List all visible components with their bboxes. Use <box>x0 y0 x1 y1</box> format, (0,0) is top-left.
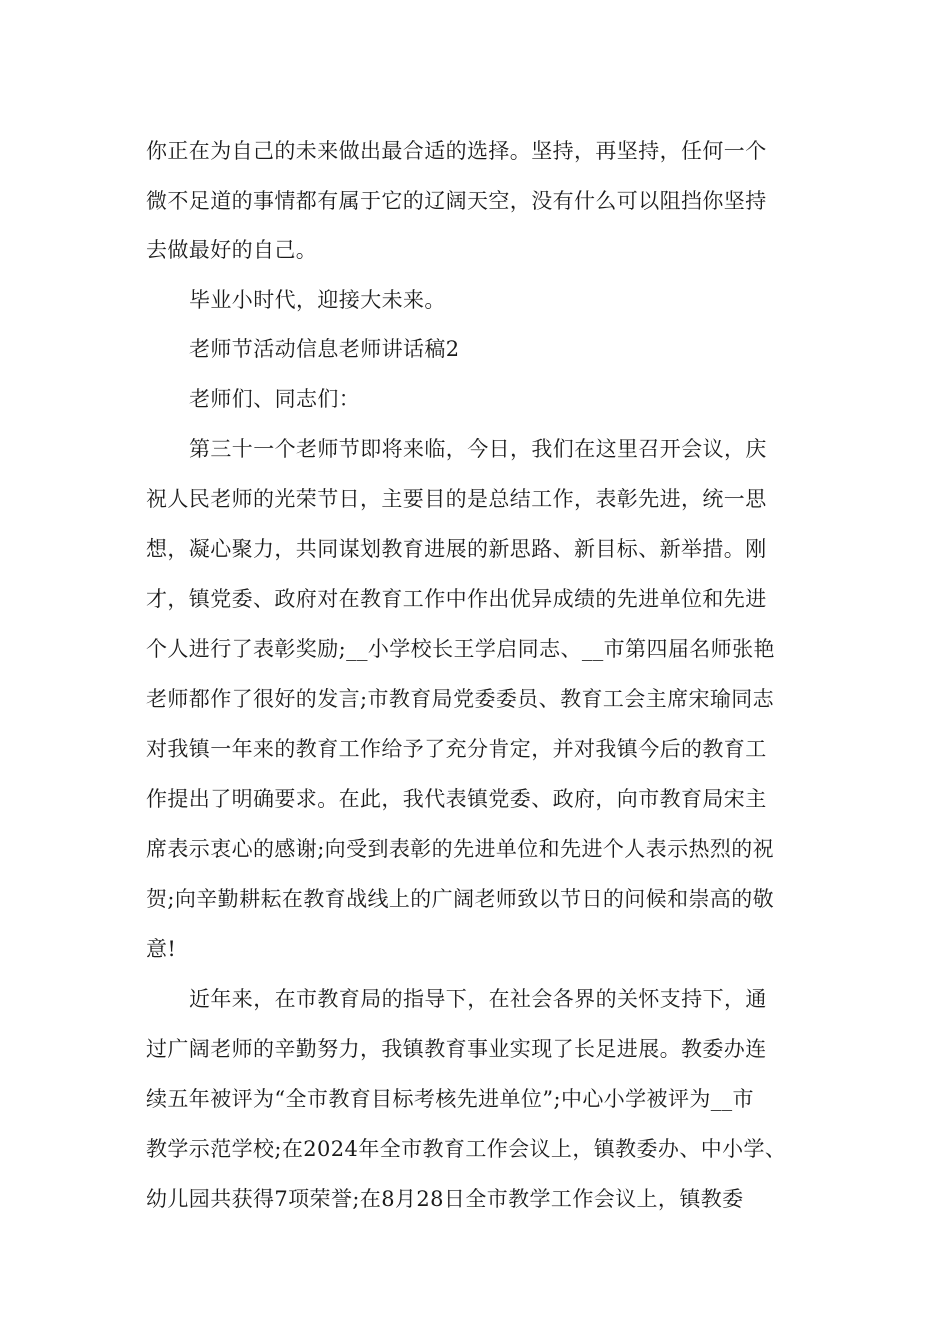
paragraph-1-line-9: 席表示衷心的感谢;向受到表彰的先进单位和先进个人表示热烈的祝 <box>146 837 775 861</box>
text-line-2: 微不足道的事情都有属于它的辽阔天空，没有什么可以阻挡你坚持 <box>146 189 767 213</box>
paragraph-1-line-5: 个人进行了表彰奖励;__小学校长王学启同志、__市第四届名师张艳 <box>146 637 775 661</box>
section-title: 老师节活动信息老师讲话稿2 <box>189 337 460 361</box>
salutation: 老师们、同志们： <box>189 387 361 411</box>
paragraph-1-line-8: 作提出了明确要求。在此，我代表镇党委、政府，向市教育局宋主 <box>146 787 767 811</box>
paragraph-2-line-4: 教学示范学校;在2024年全市教育工作会议上，镇教委办、中小学、 <box>146 1137 787 1161</box>
paragraph-2-line-1: 近年来，在市教育局的指导下，在社会各界的关怀支持下，通 <box>189 987 767 1011</box>
paragraph-1-line-10: 贺;向辛勤耕耘在教育战线上的广阔老师致以节日的问候和崇高的敬 <box>146 887 775 911</box>
paragraph-1-line-6: 老师都作了很好的发言;市教育局党委委员、教育工会主席宋瑜同志 <box>146 687 775 711</box>
paragraph-1-line-2: 祝人民老师的光荣节日，主要目的是总结工作，表彰先进，统一思 <box>146 487 767 511</box>
paragraph-2-line-2: 过广阔老师的辛勤努力，我镇教育事业实现了长足进展。教委办连 <box>146 1037 767 1061</box>
paragraph-1-line-11: 意! <box>146 937 177 961</box>
paragraph-1-line-1: 第三十一个老师节即将来临，今日，我们在这里召开会议，庆 <box>189 437 767 461</box>
paragraph-1-line-4: 才，镇党委、政府对在教育工作中作出优异成绩的先进单位和先进 <box>146 587 767 611</box>
closing-line: 毕业小时代，迎接大未来。 <box>189 288 446 312</box>
paragraph-1-line-7: 对我镇一年来的教育工作给予了充分肯定，并对我镇今后的教育工 <box>146 737 767 761</box>
paragraph-1-line-3: 想，凝心聚力，共同谋划教育进展的新思路、新目标、新举措。刚 <box>146 537 767 561</box>
text-line-1: 你正在为自己的未来做出最合适的选择。坚持，再坚持，任何一个 <box>146 139 767 163</box>
paragraph-2-line-3: 续五年被评为“全市教育目标考核先进单位”;中心小学被评为__市 <box>146 1087 754 1111</box>
paragraph-2-line-5: 幼儿园共获得7项荣誉;在8月28日全市教学工作会议上，镇教委 <box>146 1187 744 1211</box>
text-line-3: 去做最好的自己。 <box>146 238 318 262</box>
